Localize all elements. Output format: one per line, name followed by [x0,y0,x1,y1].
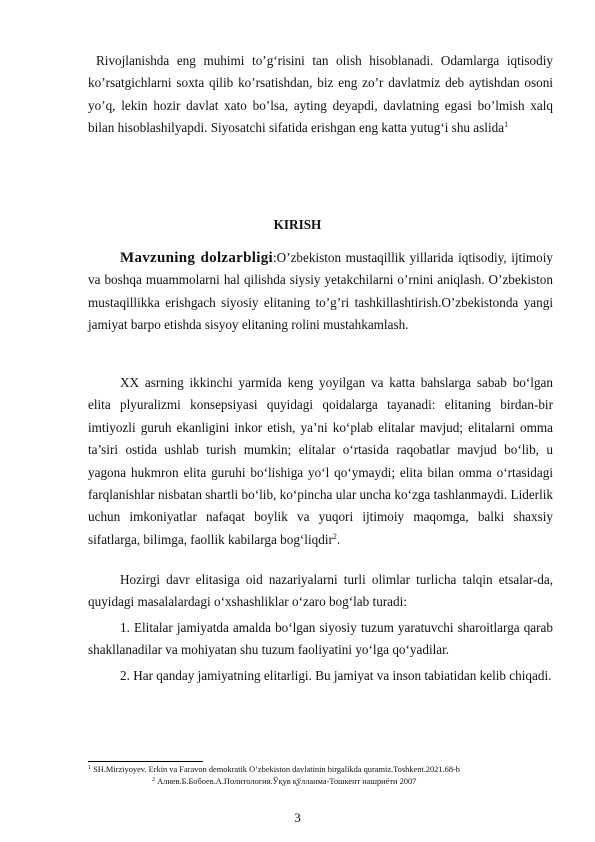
footnote-2-text: Алиев.Б.Бобоев.А.Политология.Ўқув қўлланма-Тошкент нашриёти 2007 [155,777,417,786]
page-number: 3 [294,810,301,825]
elite-pluralism-paragraph [88,372,553,551]
footnote-divider [88,761,203,762]
relevance-lead: Mavzuning dolzarbligi [120,250,273,266]
section-heading: KIRISH [273,217,322,232]
footnote-1-text: SH.Mirziyoyev. Erkin va Faravon demokratik O’zbekiston davlatinin birgalikda quramiz.Toshkent.2021.68-b [91,765,460,774]
footnote-ref-1: 1 [504,120,509,130]
point-1-paragraph: 1. Elitalar jamiyatda amalda bo‘lgan siyosiy tuzum yaratuvchi sharoitlarga qarab shakllanadilar va mohiyatan shu tuzum faoliyatini yo‘lga qo‘yadilar. [88,620,553,658]
elite-pluralism-end: . [336,531,341,547]
footnote-1 [88,764,460,775]
footnote-1-mark: 1 [88,765,91,771]
theories-paragraph: Hozirgi davr elitasiga oid nazariyalarni turli olimlar turlicha talqin etsalar-da, quyidagi masalalardagi o‘xshashliklar o‘zaro bog‘lab turadi: [88,572,553,610]
intro-paragraph [88,50,553,140]
footnote-2-mark: 2 [152,777,155,783]
intro-text: Rivojlanishda eng muhimi to’g‘risini tan olish hisoblanadi. Odamlarga iqtisodiy ko’rsatgichlarni soxta qilib ko’rsatishdan, biz eng zo’r davlatmiz deb aytishdan osoni yo’q, lekin hozir davlat xato bo’lsa, ayting deyapdi, davlatning egasi bo’lmish xalq bilan hisoblashilyapdi. Siyosatchi sifatida erishgan eng katta yutug‘i shu aslida [88,53,553,136]
elite-pluralism-text: XX asrning ikkinchi yarmida keng yoyilgan va katta bahslarga sabab bo‘lgan elita plyuralizmi konsepsiyasi quyidagi qoidalarga tayanadi: elitaning birdan-bir imtiyozli guruh ekanligini inkor etish, ya’ni ko‘plab elitalar mavjud; elitalarni omma ta’siri ostida ushlab turish mumkin; elitalar o‘rtasida raqobatlar mavjud bo‘lib, u yagona hukmron elita guruhi bo‘lishiga yo‘l qo‘ymaydi; elita bilan omma o‘rtasidagi farqlanishlar nisbatan shartli bo‘lib, ko‘pincha ular uncha ko‘zga tashlanmaydi. Liderlik uchun imkoniyatlar nafaqat boylik va yuqori ijtimoiy maqomga, balki shaxsiy sifatlarga, bilimga, faollik kabilarga bog‘liqdir [88,375,553,547]
point-2-paragraph: 2. Har qanday jamiyatning elitarligi. Bu jamiyat va inson tabiatidan kelib chiqadi. [120,668,552,683]
relevance-paragraph [88,247,553,337]
footnote-2 [152,776,416,787]
footnote-ref-2: 2 [332,531,337,541]
relevance-text: :O’zbekiston mustaqillik yillarida iqtisodiy, ijtimoiy va boshqa muammolarni hal qilishda siysiy yetakchilarni o’rnini aniqlash. O’zbekiston mustaqillikka erishgach siyosiy elitaning to’g’ri tashkillashtirish.O’zbekistonda yangi jamiyat barpo etishda sisyoy elitaning rolini mustahkamlash. [88,250,553,333]
